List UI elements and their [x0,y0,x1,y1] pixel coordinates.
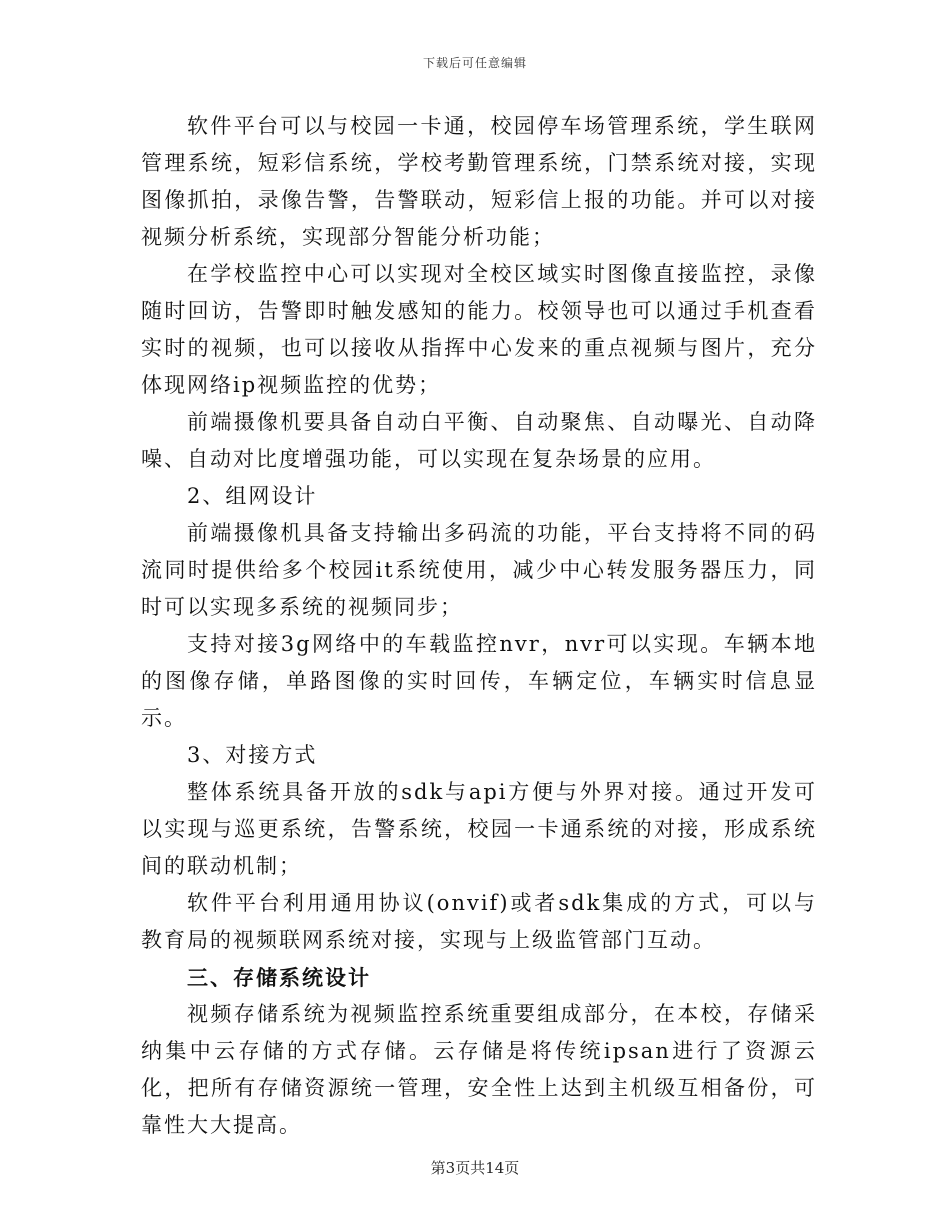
paragraph-monitoring-center: 在学校监控中心可以实现对全校区域实时图像直接监控，录像随时回访，告警即时触发感知的能力。校领导也可以通过手机查看实时的视频，也可以接收从指挥中心发来的重点视频与图片，充分体现网络ip视频监控的优势； [141,262,817,397]
page-header: 下载后可任意编辑 [422,56,527,70]
body-content [141,108,817,1144]
paragraph-multistream: 前端摄像机具备支持输出多码流的功能，平台支持将不同的码流同时提供给多个校园it系统使用，减少中心转发服务器压力，同时可以实现多系统的视频同步； [141,521,817,619]
page-footer: 第3页共14页 [430,1159,520,1177]
paragraph-vehicle-nvr: 支持对接3g网络中的车载监控nvr，nvr可以实现。车辆本地的图像存储，单路图像的实时回传，车辆定位，车辆实时信息显示。 [141,632,817,730]
section-heading-storage-design: 三、存储系统设计 [187,965,371,990]
paragraph-onvif: 软件平台利用通用协议(onvif)或者sdk集成的方式，可以与教育局的视频联网系统对接，实现与上级监管部门互动。 [141,891,817,952]
paragraph-cloud-storage: 视频存储系统为视频监控系统重要组成部分，在本校，存储采纳集中云存储的方式存储。云存储是将传统ipsan进行了资源云化，把所有存储资源统一管理，安全性上达到主机级互相备份，可靠性大大提高。 [141,1002,817,1137]
paragraph-open-sdk: 整体系统具备开放的sdk与api方便与外界对接。通过开发可以实现与巡更系统，告警系统，校园一卡通系统的对接，形成系统间的联动机制； [141,780,817,878]
paragraph-platform-integration: 软件平台可以与校园一卡通，校园停车场管理系统，学生联网管理系统，短彩信系统，学校考勤管理系统，门禁系统对接，实现图像抓拍，录像告警，告警联动，短彩信上报的功能。并可以对接视频分析系统，实现部分智能分析功能； [141,114,817,249]
section-heading-interface-method: 3、对接方式 [187,743,318,767]
section-heading-network-design: 2、组网设计 [187,484,318,508]
paragraph-camera-features: 前端摄像机要具备自动白平衡、自动聚焦、自动曝光、自动降噪、自动对比度增强功能，可以实现在复杂场景的应用。 [141,410,817,471]
